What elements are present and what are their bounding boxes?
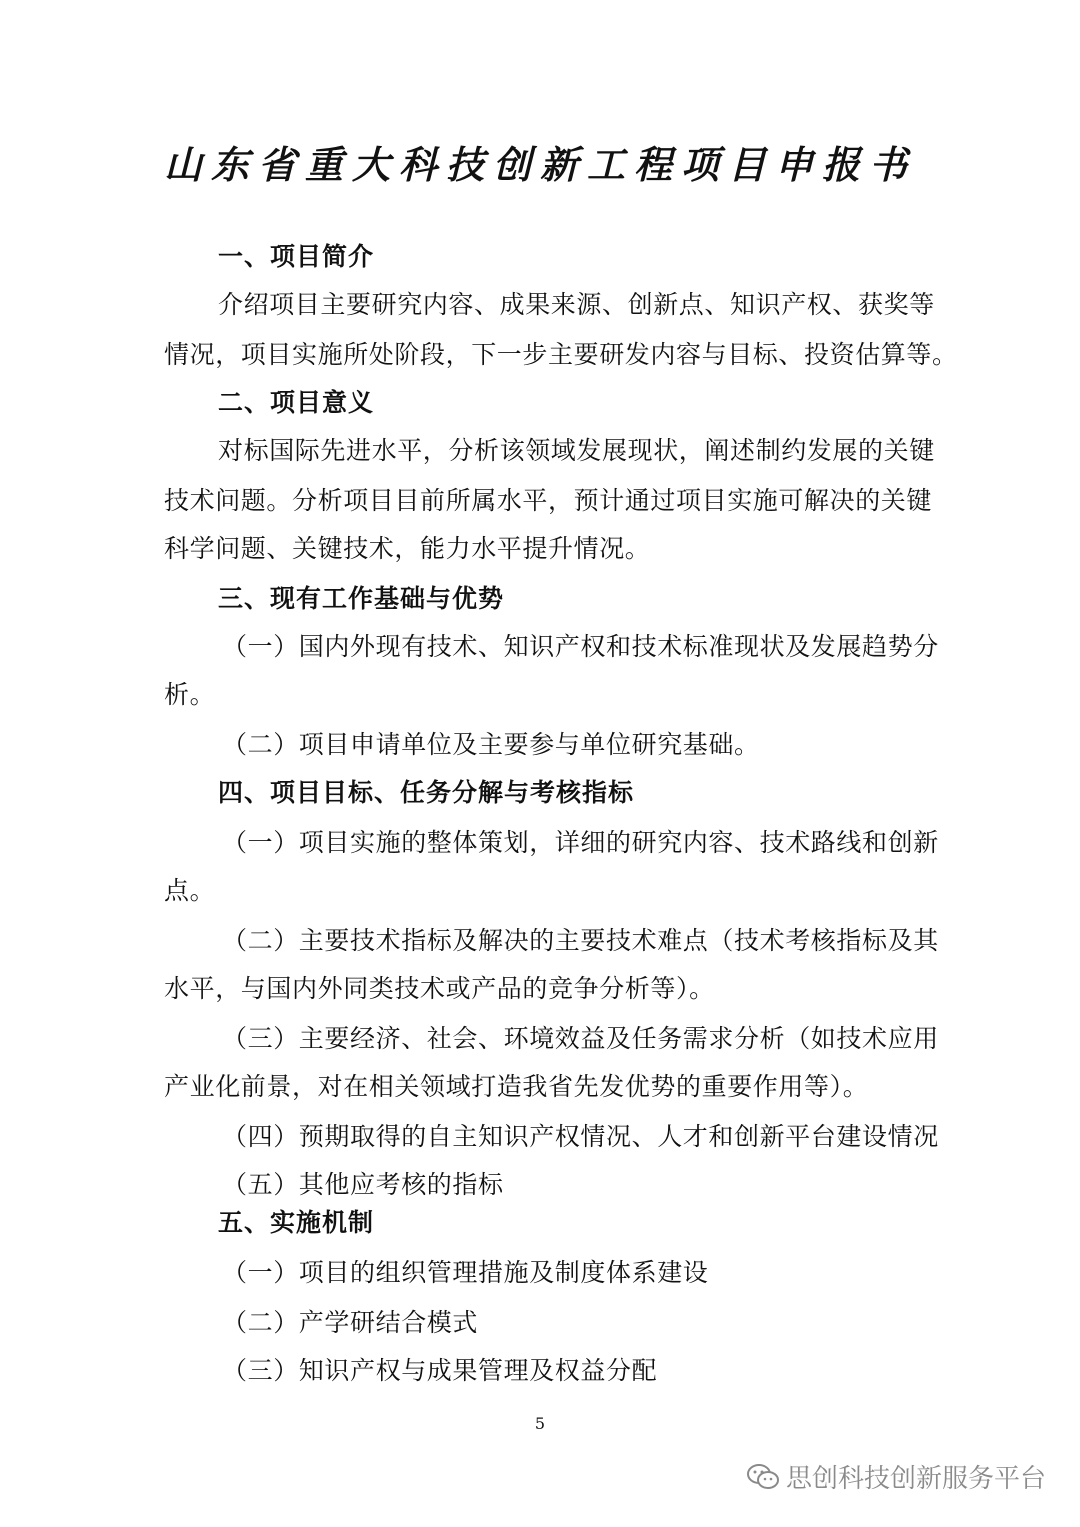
paragraph-line: （五）其他应考核的指标 — [222, 1170, 504, 1199]
paragraph-line: （四）预期取得的自主知识产权情况、人才和创新平台建设情况 — [222, 1122, 939, 1151]
section-heading: 五、实施机制 — [218, 1208, 375, 1237]
paragraph-line: 点。 — [164, 876, 216, 905]
paragraph-line: （三）主要经济、社会、环境效益及任务需求分析（如技术应用 — [222, 1024, 939, 1053]
section-heading: 四、项目目标、任务分解与考核指标 — [218, 778, 635, 807]
paragraph-line: 对标国际先进水平，分析该领域发展现状，阐述制约发展的关键 — [218, 436, 935, 465]
paragraph-line: （二）产学研结合模式 — [222, 1308, 479, 1337]
section-heading: 一、项目简介 — [218, 242, 375, 271]
paragraph-line: 技术问题。分析项目目前所属水平，预计通过项目实施可解决的关键 — [164, 486, 933, 515]
paragraph-line: （二）项目申请单位及主要参与单位研究基础。 — [222, 730, 760, 759]
paragraph-line: （一）项目的组织管理措施及制度体系建设 — [222, 1258, 709, 1287]
paragraph-line: （一）项目实施的整体策划，详细的研究内容、技术路线和创新 — [222, 828, 939, 857]
paragraph-line: 产业化前景，对在相关领域打造我省先发优势的重要作用等）。 — [164, 1072, 869, 1101]
paragraph-line: （一）国内外现有技术、知识产权和技术标准现状及发展趋势分 — [222, 632, 939, 661]
section-heading: 二、项目意义 — [218, 388, 375, 417]
paragraph-line: （二）主要技术指标及解决的主要技术难点（技术考核指标及其 — [222, 926, 939, 955]
wechat-icon — [746, 1463, 780, 1491]
document-title: 山东省重大科技创新工程项目申报书 — [163, 142, 916, 187]
paragraph-line: 介绍项目主要研究内容、成果来源、创新点、知识产权、获奖等 — [218, 290, 935, 319]
watermark-text: 思创科技创新服务平台 — [785, 1464, 1046, 1494]
section-heading: 三、现有工作基础与优势 — [218, 584, 505, 613]
paragraph-line: 水平，与国内外同类技术或产品的竞争分析等）。 — [164, 974, 715, 1003]
page-number: 5 — [534, 1414, 546, 1433]
paragraph-line: 情况，项目实施所处阶段，下一步主要研发内容与目标、投资估算等。 — [164, 340, 958, 369]
paragraph-line: 析。 — [164, 680, 216, 709]
watermark — [746, 1458, 1046, 1495]
paragraph-line: 科学问题、关键技术，能力水平提升情况。 — [164, 534, 651, 563]
paragraph-line: （三）知识产权与成果管理及权益分配 — [222, 1356, 658, 1385]
